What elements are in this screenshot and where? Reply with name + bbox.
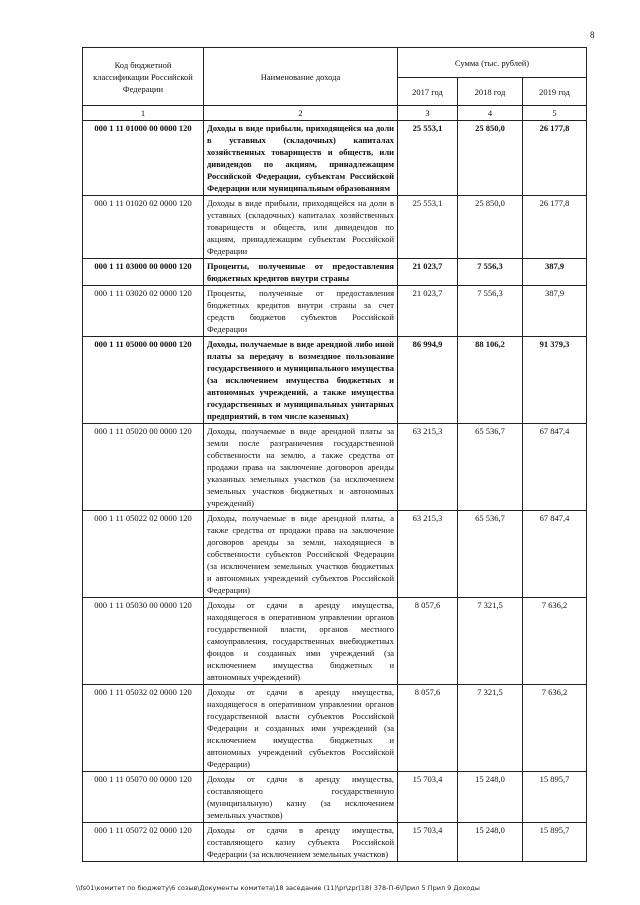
table-row [83, 337, 587, 424]
revenue-name-cell: Доходы от сдачи в аренду имущества, составляющего государственную (муниципальную) казну (за исключением земельных участков) [204, 772, 398, 823]
amount-2019-cell: 387,9 [523, 259, 587, 286]
amount-2017-cell: 8 057,6 [398, 685, 458, 772]
revenue-name-cell: Доходы, получаемые в виде арендной платы за земли после разграничения государственной собственности на землю, а также средства от продажи права на заключение договоров аренды указанных земельных участков (за исключением земельных участков бюджетных и автономных учреждений) [204, 424, 398, 511]
amount-2018-cell: 7 556,3 [458, 259, 523, 286]
amount-2019-cell: 67 847,4 [523, 511, 587, 598]
revenue-name-cell: Доходы, получаемые в виде арендной либо иной платы за передачу в возмездное пользование государственного и муниципального имущества (за исключением имущества бюджетных и автономных учреждений, а также имущества государственных и муниципальных унитарных предприятий, в том числе казенных) [204, 337, 398, 424]
table-row [83, 424, 587, 511]
table-row [83, 286, 587, 337]
amount-2017-cell: 15 703,4 [398, 823, 458, 862]
revenue-name-cell: Проценты, полученные от предоставления бюджетных кредитов внутри страны [204, 259, 398, 286]
page-number: 8 [590, 30, 595, 40]
table-row [83, 772, 587, 823]
amount-2019-cell: 91 379,3 [523, 337, 587, 424]
budget-code-cell: 000 1 11 05070 00 0000 120 [83, 772, 204, 823]
file-path-footer: \\fs01\комитет по бюджету\6 созыв\Документы комитета\18 заседание (11)\pr\zpr(18) 378-П-6\Прил 5 Прил 9 Доходы [76, 884, 480, 892]
header-code: Код бюджетной классификации Российской Федерации [83, 48, 204, 106]
amount-2019-cell: 7 636,2 [523, 598, 587, 685]
amount-2019-cell: 67 847,4 [523, 424, 587, 511]
header-year-2017: 2017 год [398, 78, 458, 106]
budget-code-cell: 000 1 11 01000 00 0000 120 [83, 121, 204, 196]
amount-2017-cell: 86 994,9 [398, 337, 458, 424]
amount-2019-cell: 15 895,7 [523, 772, 587, 823]
amount-2018-cell: 25 850,0 [458, 196, 523, 259]
revenue-name-cell: Доходы от сдачи в аренду имущества, находящегося в оперативном управлении органов государственной власти, органов местного самоуправления, государственных внебюджетных фондов и созданных ими учреждений (за исключением имущества бюджетных и автономных учреждений) [204, 598, 398, 685]
revenue-name-cell: Проценты, полученные от предоставления бюджетных кредитов внутри страны за счет средств бюджетов субъектов Российской Федерации [204, 286, 398, 337]
amount-2017-cell: 15 703,4 [398, 772, 458, 823]
budget-code-cell: 000 1 11 05032 02 0000 120 [83, 685, 204, 772]
table-row [83, 823, 587, 862]
amount-2017-cell: 21 023,7 [398, 259, 458, 286]
amount-2018-cell: 65 536,7 [458, 511, 523, 598]
revenue-name-cell: Доходы в виде прибыли, приходящейся на доли в уставных (складочных) капиталах хозяйственных товариществ и обществ, или дивидендов по акциям, принадлежащим Российской Федерации, субъектам Российской Федерации или муниципальным образованиям [204, 121, 398, 196]
amount-2018-cell: 7 321,5 [458, 598, 523, 685]
amount-2018-cell: 88 106,2 [458, 337, 523, 424]
amount-2017-cell: 25 553,1 [398, 121, 458, 196]
table-row [83, 259, 587, 286]
amount-2018-cell: 65 536,7 [458, 424, 523, 511]
budget-code-cell: 000 1 11 05022 02 0000 120 [83, 511, 204, 598]
budget-code-cell: 000 1 11 05030 00 0000 120 [83, 598, 204, 685]
budget-code-cell: 000 1 11 05020 00 0000 120 [83, 424, 204, 511]
amount-2018-cell: 25 850,0 [458, 121, 523, 196]
budget-code-cell: 000 1 11 05000 00 0000 120 [83, 337, 204, 424]
table-row [83, 121, 587, 196]
amount-2018-cell: 15 248,0 [458, 823, 523, 862]
header-col-number: 5 [523, 106, 587, 121]
header-col-number: 2 [204, 106, 398, 121]
amount-2019-cell: 15 895,7 [523, 823, 587, 862]
budget-code-cell: 000 1 11 05072 02 0000 120 [83, 823, 204, 862]
amount-2019-cell: 26 177,8 [523, 121, 587, 196]
amount-2017-cell: 63 215,3 [398, 511, 458, 598]
header-name: Наименование дохода [204, 48, 398, 106]
table-row [83, 685, 587, 772]
amount-2017-cell: 63 215,3 [398, 424, 458, 511]
amount-2017-cell: 21 023,7 [398, 286, 458, 337]
revenue-name-cell: Доходы, получаемые в виде арендной платы, а также средства от продажи права на заключение договоров аренды за земли, находящиеся в собственности субъектов Российской Федерации (за исключением земельных участков бюджетных и автономных учреждений субъектов Российской Федерации) [204, 511, 398, 598]
header-col-number: 4 [458, 106, 523, 121]
table-row [83, 598, 587, 685]
amount-2019-cell: 26 177,8 [523, 196, 587, 259]
amount-2019-cell: 7 636,2 [523, 685, 587, 772]
budget-code-cell: 000 1 11 01020 02 0000 120 [83, 196, 204, 259]
amount-2017-cell: 25 553,1 [398, 196, 458, 259]
budget-code-cell: 000 1 11 03020 02 0000 120 [83, 286, 204, 337]
revenue-name-cell: Доходы в виде прибыли, приходящейся на доли в уставных (складочных) капиталах хозяйственных товариществ и обществ, или дивидендов по акциям, принадлежащим субъектам Российской Федерации [204, 196, 398, 259]
header-sum: Сумма (тыс. рублей) [398, 48, 587, 78]
budget-code-cell: 000 1 11 03000 00 0000 120 [83, 259, 204, 286]
header-col-number: 1 [83, 106, 204, 121]
amount-2017-cell: 8 057,6 [398, 598, 458, 685]
revenue-name-cell: Доходы от сдачи в аренду имущества, находящегося в оперативном управлении органов государственной власти субъектов Российской Федерации и созданных ими учреждений (за исключением имущества бюджетных и автономных учреждений субъектов Российской Федерации) [204, 685, 398, 772]
table-row [83, 196, 587, 259]
amount-2018-cell: 7 321,5 [458, 685, 523, 772]
header-col-number: 3 [398, 106, 458, 121]
amount-2019-cell: 387,9 [523, 286, 587, 337]
header-year-2018: 2018 год [458, 78, 523, 106]
amount-2018-cell: 15 248,0 [458, 772, 523, 823]
header-year-2019: 2019 год [523, 78, 587, 106]
table-row [83, 511, 587, 598]
amount-2018-cell: 7 556,3 [458, 286, 523, 337]
revenue-table [82, 47, 587, 862]
revenue-name-cell: Доходы от сдачи в аренду имущества, составляющего казну субъекта Российской Федерации (за исключением земельных участков) [204, 823, 398, 862]
